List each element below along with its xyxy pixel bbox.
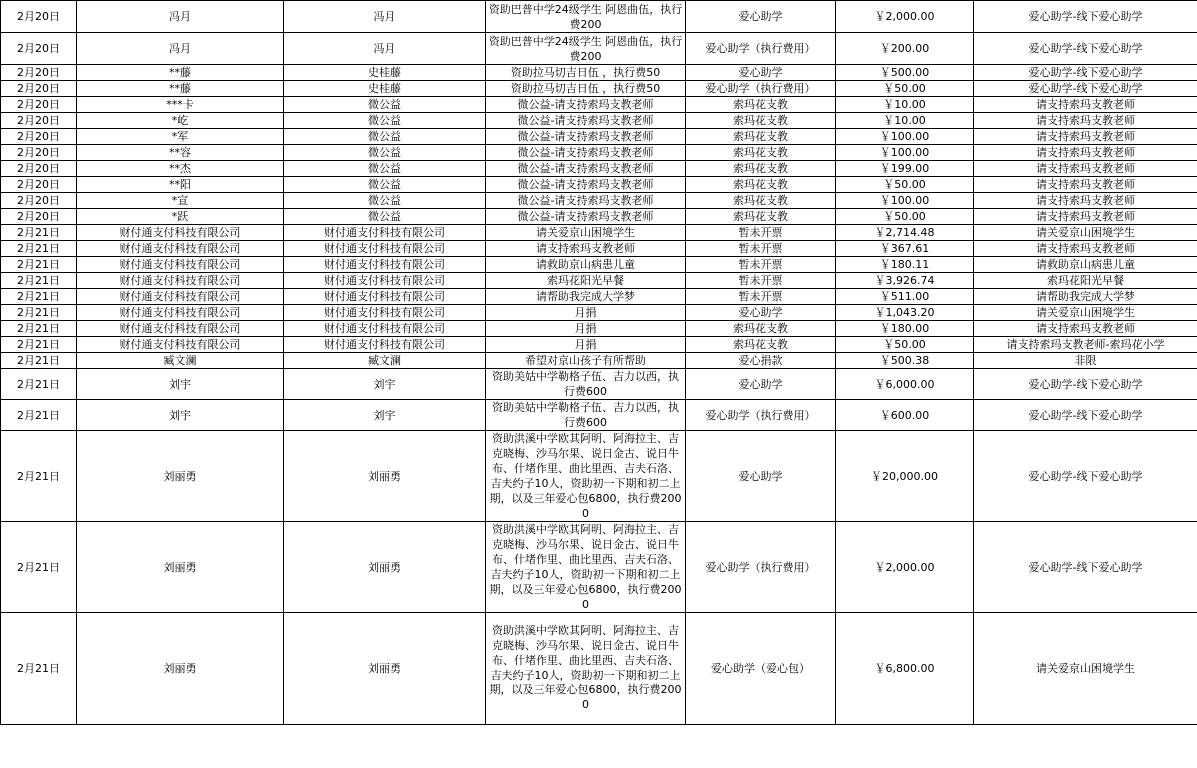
date-cell: 2月20日 (1, 97, 77, 113)
purpose-cell: 月捐 (486, 321, 686, 337)
amount-cell: ￥2,714.48 (836, 225, 974, 241)
donation-table-body (1, 1, 1197, 725)
donor-cell: 财付通支付科技有限公司 (77, 241, 284, 257)
donor-cell: 臧文澜 (77, 353, 284, 369)
project-cell: 请支持索玛支教老师 (974, 241, 1197, 257)
purpose-cell: 资助拉马切吉日伍 ，执行费50 (486, 65, 686, 81)
amount-cell: ￥199.00 (836, 161, 974, 177)
table-row (1, 1, 1197, 33)
name-cell: 微公益 (284, 209, 486, 225)
table-row (1, 97, 1197, 113)
date-cell: 2月20日 (1, 177, 77, 193)
project-cell: 请支持索玛支教老师 (974, 145, 1197, 161)
name-cell: 财付通支付科技有限公司 (284, 257, 486, 273)
purpose-cell: 资助洪溪中学欧其阿明、阿海拉主、吉克晓梅、沙马尔果、说日金古、说日牛布、什堵作里、曲比里西、吉夫石洛、吉夫约子10人，资助初一下期和初二上期，以及三年爱心包6800，执行费2000 (486, 522, 686, 613)
table-row (1, 400, 1197, 431)
table-row (1, 369, 1197, 400)
name-cell: 财付通支付科技有限公司 (284, 337, 486, 353)
project-cell: 请支持索玛支教老师-索玛花小学 (974, 337, 1197, 353)
purpose-cell: 月捐 (486, 337, 686, 353)
date-cell: 2月20日 (1, 129, 77, 145)
date-cell: 2月21日 (1, 321, 77, 337)
project-cell: 爱心助学-线下爱心助学 (974, 431, 1197, 522)
date-cell: 2月20日 (1, 145, 77, 161)
category-cell: 爱心助学 (686, 369, 836, 400)
category-cell: 爱心助学 (686, 1, 836, 33)
amount-cell: ￥20,000.00 (836, 431, 974, 522)
name-cell: 刘丽勇 (284, 431, 486, 522)
name-cell: 财付通支付科技有限公司 (284, 273, 486, 289)
category-cell: 索玛花支教 (686, 209, 836, 225)
purpose-cell: 请关爱京山困境学生 (486, 225, 686, 241)
donor-cell: 财付通支付科技有限公司 (77, 257, 284, 273)
amount-cell: ￥50.00 (836, 177, 974, 193)
amount-cell: ￥100.00 (836, 193, 974, 209)
donor-cell: 财付通支付科技有限公司 (77, 321, 284, 337)
amount-cell: ￥100.00 (836, 129, 974, 145)
donor-cell: 财付通支付科技有限公司 (77, 273, 284, 289)
purpose-cell: 资助洪溪中学欧其阿明、阿海拉主、吉克晓梅、沙马尔果、说日金古、说日牛布、什堵作里、曲比里西、吉夫石洛、吉夫约子10人，资助初一下期和初二上期，以及三年爱心包6800，执行费2000 (486, 613, 686, 725)
purpose-cell: 资助巴普中学24级学生 阿恩曲伍，执行费200 (486, 33, 686, 65)
name-cell: 微公益 (284, 177, 486, 193)
date-cell: 2月21日 (1, 353, 77, 369)
date-cell: 2月20日 (1, 1, 77, 33)
name-cell: 冯月 (284, 1, 486, 33)
date-cell: 2月20日 (1, 161, 77, 177)
table-row (1, 257, 1197, 273)
category-cell: 索玛花支教 (686, 177, 836, 193)
purpose-cell: 月捐 (486, 305, 686, 321)
table-row (1, 522, 1197, 613)
table-row (1, 305, 1197, 321)
purpose-cell: 请帮助我完成大学梦 (486, 289, 686, 305)
date-cell: 2月21日 (1, 613, 77, 725)
name-cell: 财付通支付科技有限公司 (284, 225, 486, 241)
date-cell: 2月21日 (1, 257, 77, 273)
table-row (1, 81, 1197, 97)
table-row (1, 129, 1197, 145)
category-cell: 索玛花支教 (686, 161, 836, 177)
project-cell: 请支持索玛支教老师 (974, 321, 1197, 337)
date-cell: 2月20日 (1, 81, 77, 97)
name-cell: 微公益 (284, 145, 486, 161)
project-cell: 请支持索玛支教老师 (974, 177, 1197, 193)
amount-cell: ￥2,000.00 (836, 1, 974, 33)
amount-cell: ￥200.00 (836, 33, 974, 65)
date-cell: 2月20日 (1, 193, 77, 209)
date-cell: 2月20日 (1, 113, 77, 129)
project-cell: 请支持索玛支教老师 (974, 129, 1197, 145)
amount-cell: ￥6,000.00 (836, 369, 974, 400)
donor-cell: *军 (77, 129, 284, 145)
category-cell: 暂未开票 (686, 273, 836, 289)
date-cell: 2月21日 (1, 273, 77, 289)
name-cell: 微公益 (284, 161, 486, 177)
table-row (1, 241, 1197, 257)
category-cell: 爱心捐款 (686, 353, 836, 369)
category-cell: 索玛花支教 (686, 337, 836, 353)
amount-cell: ￥367.61 (836, 241, 974, 257)
name-cell: 财付通支付科技有限公司 (284, 321, 486, 337)
amount-cell: ￥180.11 (836, 257, 974, 273)
project-cell: 爱心助学-线下爱心助学 (974, 65, 1197, 81)
amount-cell: ￥10.00 (836, 113, 974, 129)
purpose-cell: 微公益-请支持索玛支教老师 (486, 97, 686, 113)
name-cell: 财付通支付科技有限公司 (284, 305, 486, 321)
amount-cell: ￥3,926.74 (836, 273, 974, 289)
donor-cell: 财付通支付科技有限公司 (77, 337, 284, 353)
name-cell: 刘丽勇 (284, 522, 486, 613)
name-cell: 微公益 (284, 97, 486, 113)
project-cell: 请支持索玛支教老师 (974, 97, 1197, 113)
date-cell: 2月21日 (1, 400, 77, 431)
purpose-cell: 资助美姑中学勒格子伍、吉力以西，执行费600 (486, 400, 686, 431)
date-cell: 2月21日 (1, 305, 77, 321)
category-cell: 爱心助学（执行费用） (686, 33, 836, 65)
project-cell: 请关爱京山困境学生 (974, 613, 1197, 725)
donor-cell: 刘丽勇 (77, 522, 284, 613)
table-row (1, 145, 1197, 161)
donor-cell: 刘丽勇 (77, 431, 284, 522)
purpose-cell: 微公益-请支持索玛支教老师 (486, 161, 686, 177)
table-row (1, 273, 1197, 289)
amount-cell: ￥1,043.20 (836, 305, 974, 321)
table-row (1, 321, 1197, 337)
donor-cell: 冯月 (77, 33, 284, 65)
date-cell: 2月21日 (1, 522, 77, 613)
category-cell: 爱心助学（执行费用） (686, 400, 836, 431)
donor-cell: 刘宇 (77, 400, 284, 431)
name-cell: 史桂藤 (284, 65, 486, 81)
amount-cell: ￥50.00 (836, 337, 974, 353)
project-cell: 爱心助学-线下爱心助学 (974, 522, 1197, 613)
donor-cell: 财付通支付科技有限公司 (77, 305, 284, 321)
table-row (1, 161, 1197, 177)
donor-cell: **杰 (77, 161, 284, 177)
name-cell: 冯月 (284, 33, 486, 65)
project-cell: 请帮助我完成大学梦 (974, 289, 1197, 305)
date-cell: 2月21日 (1, 337, 77, 353)
purpose-cell: 请支持索玛支教老师 (486, 241, 686, 257)
project-cell: 请关爱京山困境学生 (974, 225, 1197, 241)
donor-cell: 刘丽勇 (77, 613, 284, 725)
amount-cell: ￥600.00 (836, 400, 974, 431)
project-cell: 请关爱京山困境学生 (974, 305, 1197, 321)
project-cell: 请支持索玛支教老师 (974, 161, 1197, 177)
donor-cell: 财付通支付科技有限公司 (77, 225, 284, 241)
category-cell: 暂未开票 (686, 257, 836, 273)
purpose-cell: 资助洪溪中学欧其阿明、阿海拉主、吉克晓梅、沙马尔果、说日金古、说日牛布、什堵作里、曲比里西、吉夫石洛、吉夫约子10人，资助初一下期和初二上期，以及三年爱心包6800，执行费2000 (486, 431, 686, 522)
date-cell: 2月21日 (1, 225, 77, 241)
name-cell: 刘丽勇 (284, 613, 486, 725)
donor-cell: *屹 (77, 113, 284, 129)
date-cell: 2月21日 (1, 431, 77, 522)
donor-cell: *跃 (77, 209, 284, 225)
name-cell: 臧文澜 (284, 353, 486, 369)
table-row (1, 177, 1197, 193)
category-cell: 爱心助学 (686, 65, 836, 81)
donor-cell: **阳 (77, 177, 284, 193)
donor-cell: ***卡 (77, 97, 284, 113)
date-cell: 2月20日 (1, 209, 77, 225)
project-cell: 请支持索玛支教老师 (974, 193, 1197, 209)
table-row (1, 65, 1197, 81)
table-row (1, 289, 1197, 305)
table-row (1, 613, 1197, 725)
amount-cell: ￥500.38 (836, 353, 974, 369)
category-cell: 暂未开票 (686, 225, 836, 241)
category-cell: 爱心助学 (686, 431, 836, 522)
donor-cell: **藤 (77, 81, 284, 97)
project-cell: 索玛花阳光早餐 (974, 273, 1197, 289)
purpose-cell: 微公益-请支持索玛支教老师 (486, 129, 686, 145)
purpose-cell: 微公益-请支持索玛支教老师 (486, 193, 686, 209)
table-row (1, 431, 1197, 522)
category-cell: 暂未开票 (686, 241, 836, 257)
project-cell: 非限 (974, 353, 1197, 369)
amount-cell: ￥50.00 (836, 209, 974, 225)
purpose-cell: 微公益-请支持索玛支教老师 (486, 145, 686, 161)
amount-cell: ￥511.00 (836, 289, 974, 305)
purpose-cell: 资助巴普中学24级学生 阿恩曲伍，执行费200 (486, 1, 686, 33)
table-row (1, 209, 1197, 225)
table-row (1, 337, 1197, 353)
donor-cell: 冯月 (77, 1, 284, 33)
project-cell: 爱心助学-线下爱心助学 (974, 400, 1197, 431)
purpose-cell: 资助美姑中学勒格子伍、吉力以西，执行费600 (486, 369, 686, 400)
category-cell: 索玛花支教 (686, 97, 836, 113)
category-cell: 索玛花支教 (686, 129, 836, 145)
category-cell: 爱心助学（执行费用） (686, 81, 836, 97)
project-cell: 爱心助学-线下爱心助学 (974, 81, 1197, 97)
name-cell: 刘宇 (284, 400, 486, 431)
project-cell: 请救助京山病患儿童 (974, 257, 1197, 273)
project-cell: 请支持索玛支教老师 (974, 113, 1197, 129)
name-cell: 史桂藤 (284, 81, 486, 97)
category-cell: 爱心助学（执行费用） (686, 522, 836, 613)
project-cell: 爱心助学-线下爱心助学 (974, 33, 1197, 65)
purpose-cell: 微公益-请支持索玛支教老师 (486, 209, 686, 225)
purpose-cell: 希望对京山孩子有所帮助 (486, 353, 686, 369)
name-cell: 财付通支付科技有限公司 (284, 289, 486, 305)
category-cell: 索玛花支教 (686, 193, 836, 209)
amount-cell: ￥50.00 (836, 81, 974, 97)
project-cell: 爱心助学-线下爱心助学 (974, 1, 1197, 33)
table-row (1, 33, 1197, 65)
category-cell: 暂未开票 (686, 289, 836, 305)
donor-cell: *宣 (77, 193, 284, 209)
amount-cell: ￥100.00 (836, 145, 974, 161)
donor-cell: 财付通支付科技有限公司 (77, 289, 284, 305)
name-cell: 微公益 (284, 193, 486, 209)
amount-cell: ￥500.00 (836, 65, 974, 81)
name-cell: 财付通支付科技有限公司 (284, 241, 486, 257)
purpose-cell: 请救助京山病患儿童 (486, 257, 686, 273)
category-cell: 爱心助学（爱心包） (686, 613, 836, 725)
table-row (1, 193, 1197, 209)
category-cell: 索玛花支教 (686, 113, 836, 129)
purpose-cell: 资助拉马切吉日伍 ，执行费50 (486, 81, 686, 97)
date-cell: 2月21日 (1, 369, 77, 400)
category-cell: 索玛花支教 (686, 321, 836, 337)
table-row (1, 353, 1197, 369)
category-cell: 爱心助学 (686, 305, 836, 321)
name-cell: 刘宇 (284, 369, 486, 400)
table-row (1, 225, 1197, 241)
table-row (1, 113, 1197, 129)
purpose-cell: 索玛花阳光早餐 (486, 273, 686, 289)
amount-cell: ￥10.00 (836, 97, 974, 113)
donor-cell: 刘宇 (77, 369, 284, 400)
purpose-cell: 微公益-请支持索玛支教老师 (486, 113, 686, 129)
project-cell: 请支持索玛支教老师 (974, 209, 1197, 225)
donor-cell: **藤 (77, 65, 284, 81)
donor-cell: **容 (77, 145, 284, 161)
name-cell: 微公益 (284, 129, 486, 145)
amount-cell: ￥6,800.00 (836, 613, 974, 725)
date-cell: 2月21日 (1, 241, 77, 257)
purpose-cell: 微公益-请支持索玛支教老师 (486, 177, 686, 193)
amount-cell: ￥180.00 (836, 321, 974, 337)
date-cell: 2月21日 (1, 289, 77, 305)
project-cell: 爱心助学-线下爱心助学 (974, 369, 1197, 400)
name-cell: 微公益 (284, 113, 486, 129)
category-cell: 索玛花支教 (686, 145, 836, 161)
amount-cell: ￥2,000.00 (836, 522, 974, 613)
date-cell: 2月20日 (1, 65, 77, 81)
date-cell: 2月20日 (1, 33, 77, 65)
